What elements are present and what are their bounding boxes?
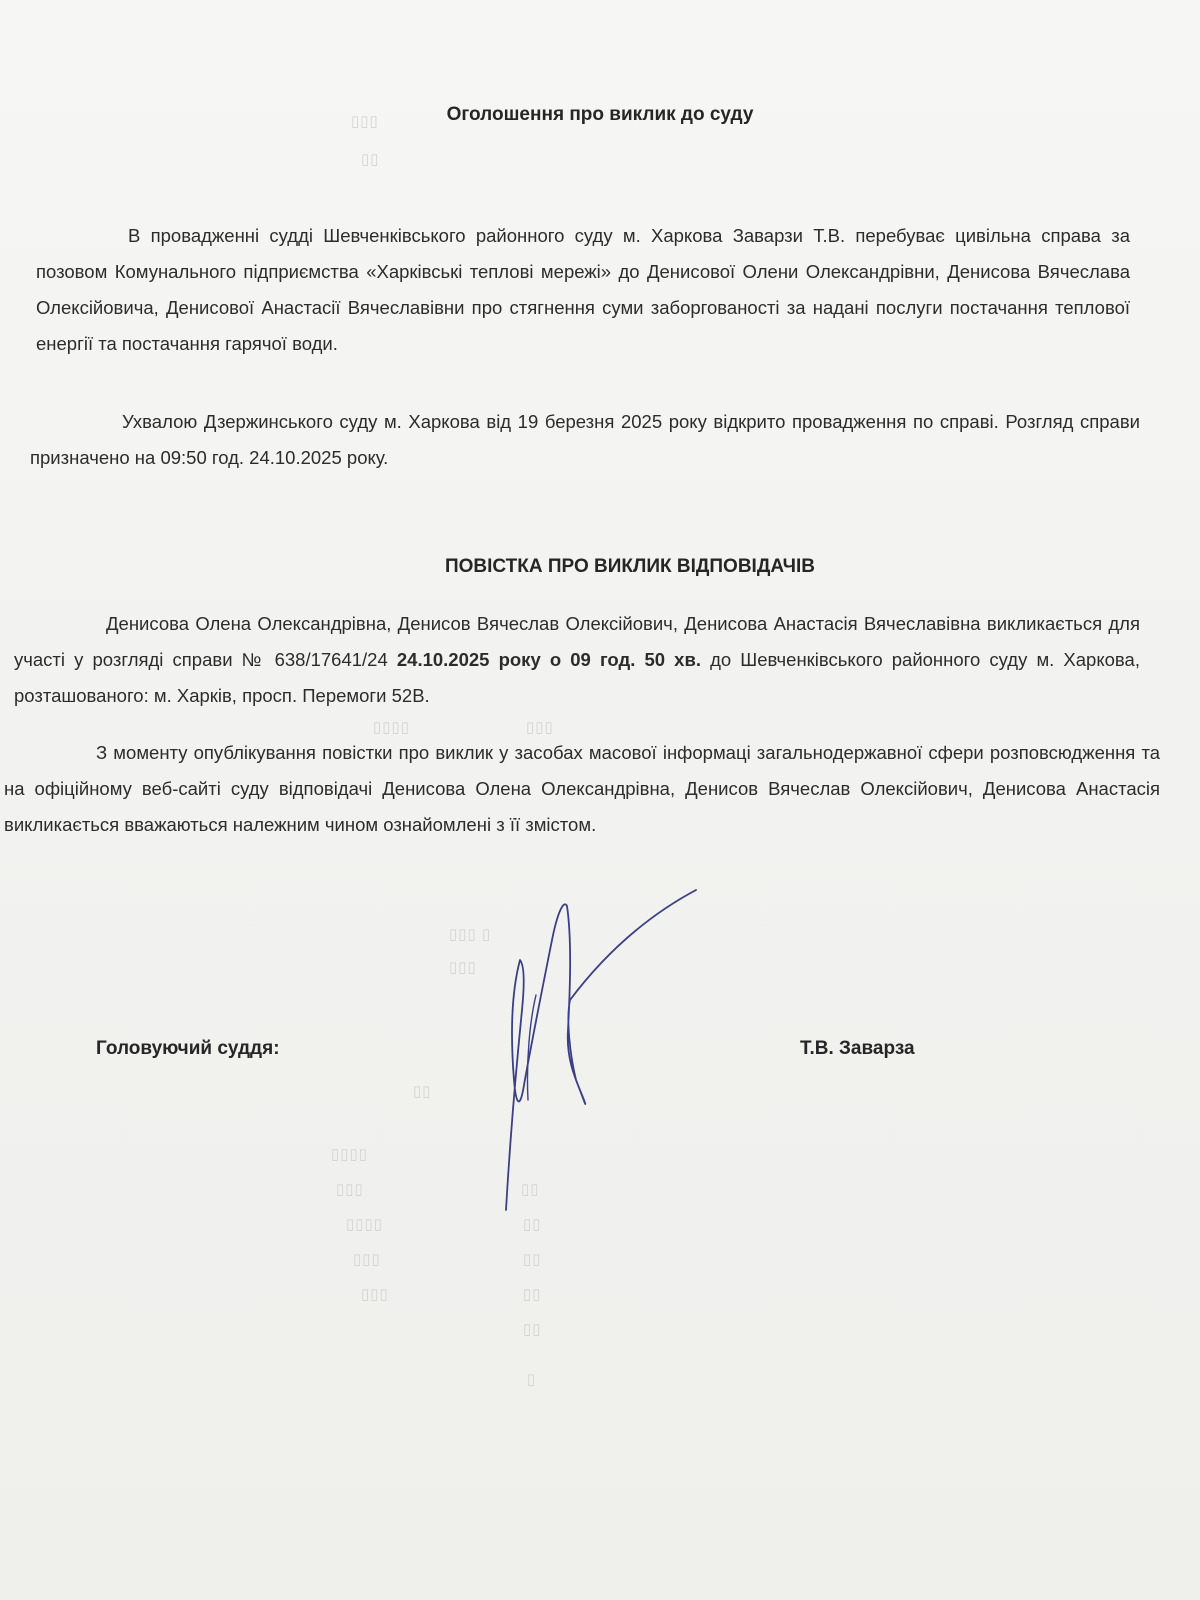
- bleed-through-mark: ▯▯: [522, 1286, 541, 1303]
- bleed-through-mark: ▯▯▯: [448, 959, 476, 976]
- announcement-paragraph-ruling: Ухвалою Дзержинського суду м. Харкова від 19 березня 2025 року відкрито провадження по справі. Розгляд справи призначено на 09:50 год. 24.10.2025 року.: [30, 411, 1140, 468]
- presiding-judge-label: Головуючий суддя:: [96, 1038, 280, 1059]
- summons-title: ПОВІСТКА ПРО ВИКЛИК ВІДПОВІДАЧІВ: [445, 556, 815, 577]
- bleed-through-mark: ▯▯▯: [335, 1181, 363, 1198]
- bleed-through-mark: ▯▯: [522, 1321, 541, 1338]
- bleed-through-mark: ▯▯▯▯: [330, 1146, 368, 1163]
- summons-defendants-text: Денисова Олена Олександрівна, Денисов Вячеслав Олексійович, Денисова Анастасія Вячеславівна викликається для участі у розгляді справи № 638/17641/24: [14, 613, 1140, 670]
- summons-paragraph-hearing: [14, 606, 1140, 714]
- handwritten-signature: [480, 880, 720, 1220]
- bleed-through-mark: ▯▯: [522, 1251, 541, 1268]
- bleed-through-mark: ▯▯: [522, 1216, 541, 1233]
- bleed-through-mark: ▯▯▯▯: [345, 1216, 383, 1233]
- bleed-through-mark: ▯▯▯▯: [372, 719, 410, 736]
- bleed-through-mark: ▯▯▯: [350, 113, 378, 130]
- signature-stroke: [506, 890, 696, 1210]
- court-address-text: до Шевченківського районного суду м. Харкова, розташованого: м. Харків, просп. Перемоги 52В.: [14, 649, 1140, 706]
- summons-paragraph-notice: З моменту опублікування повістки про виклик у засобах масової інформаці загальнодержавної сфери розповсюдження та на офіційному веб-сайті суду відповідачі Денисова Олена Олександрівна, Денисов Вячеслав Олексійович, Денисова Анастасія викликається вважаються належним чином ознайомлені з її змістом.: [4, 742, 1160, 835]
- bleed-through-mark: ▯ ▯▯▯: [448, 926, 491, 943]
- bleed-through-mark: ▯▯: [520, 1181, 539, 1198]
- judge-name: Т.В. Заварза: [800, 1038, 915, 1059]
- bleed-through-mark: ▯▯▯: [525, 719, 553, 736]
- bleed-through-mark: ▯: [526, 1371, 536, 1388]
- bleed-through-mark: ▯▯▯: [360, 1286, 388, 1303]
- bleed-through-mark: ▯▯▯: [352, 1251, 380, 1268]
- bleed-through-mark: ▯▯: [360, 151, 379, 168]
- bleed-through-mark: ▯▯: [412, 1083, 431, 1100]
- hearing-datetime: 24.10.2025 року о 09 год. 50 хв.: [396, 649, 701, 670]
- announcement-title: Оголошення про виклик до суду: [446, 104, 754, 125]
- announcement-paragraph-case-description: В провадженні судді Шевченківського районного суду м. Харкова Заварзи Т.В. перебуває цивільна справа за позовом Комунального підприємства «Харківські теплові мережі» до Денисової Олени Олександрівни, Денисова Вячеслава Олексійовича, Денисової Анастасії Вячеславівни про стягнення суми заборгованості за надані послуги постачання теплової енергії та постачання гарячої води.: [36, 225, 1130, 354]
